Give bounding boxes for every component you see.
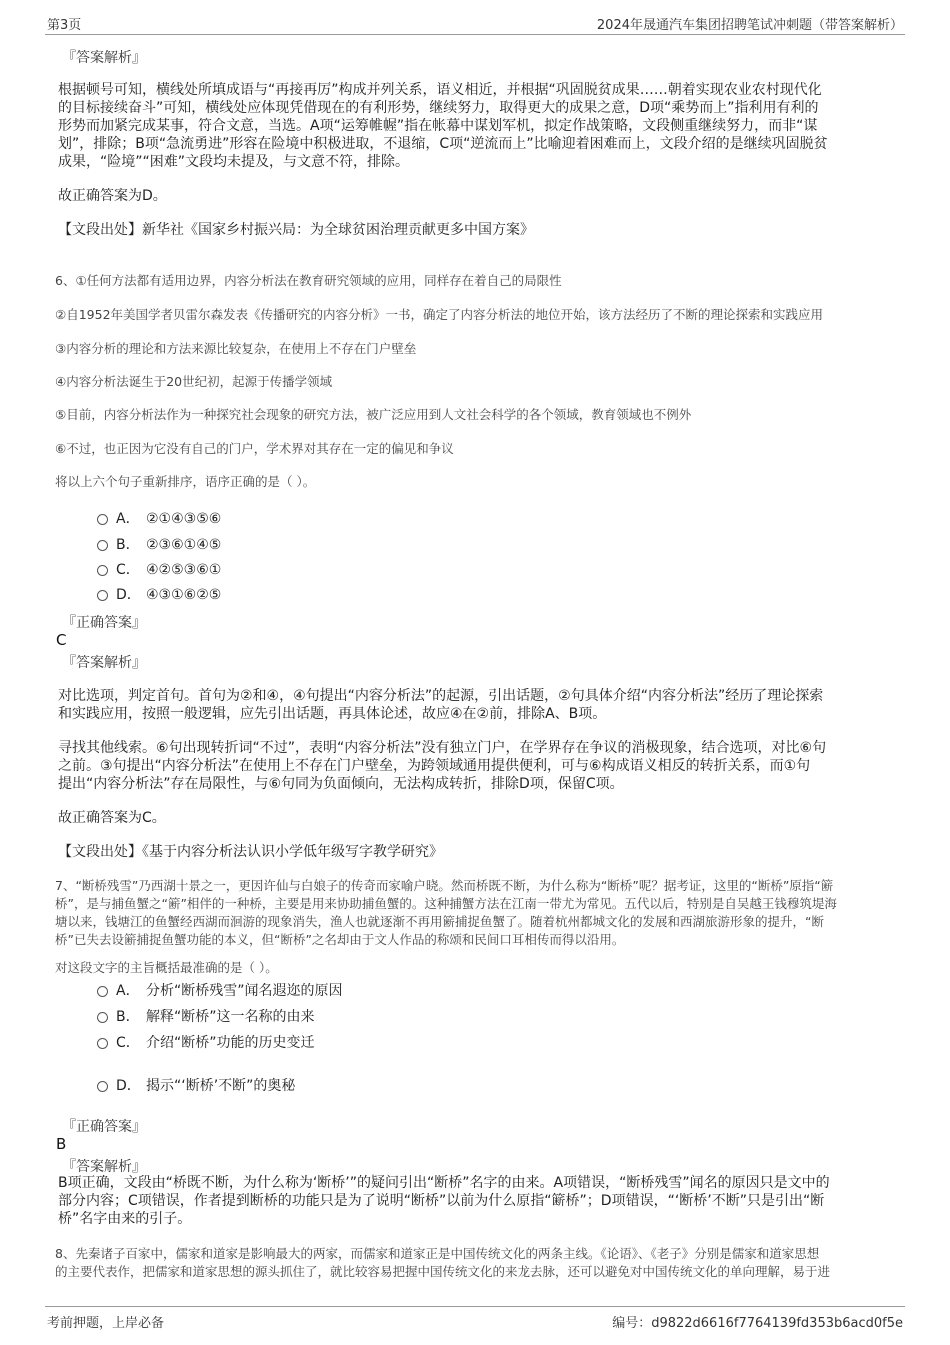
q6-source: 【文段出处】《基于内容分析法认识小学低年级写字教学研究》 — [58, 844, 443, 860]
radio-icon[interactable] — [97, 540, 108, 551]
q6-answer-label: 『正确答案』 — [62, 615, 146, 631]
radio-icon[interactable] — [97, 1012, 108, 1023]
q6-analysis-part2 — [58, 739, 826, 793]
page-number: 第3页 — [47, 18, 82, 33]
q5-conclusion: 故正确答案为D。 — [58, 188, 167, 204]
q6-option-c[interactable]: C． ④②⑤③⑥① — [97, 559, 221, 579]
analysis-line: 提出“内容分析法”存在局限性，与⑥句同为负面倾向，无法构成转折，排除D项，保留C项。 — [58, 776, 624, 792]
q6-sentence-2: ②自1952年美国学者贝雷尔森发表《传播研究的内容分析》一书，确定了内容分析法的地位开始，该方法经历了不断的理论探索和实践应用 — [55, 307, 824, 322]
q7-analysis — [58, 1174, 830, 1228]
q7-analysis-label: 『答案解析』 — [62, 1159, 146, 1175]
passage-line: 的主要代表作，把儒家和道家思想的源头抓住了，就比较容易把握中国传统文化的来龙去脉，还可以避免对中国传统文化的单向理解，易于进 — [55, 1264, 831, 1279]
radio-icon[interactable] — [97, 1081, 108, 1092]
q6-question: 将以上六个句子重新排序，语序正确的是（ ）。 — [55, 474, 316, 489]
page-footer — [45, 1306, 905, 1329]
passage-line: 桥”已失去设簖捕捉鱼蟹功能的本义，但“断桥”之名却由于文人作品的称颂和民间口耳相传而得以沿用。 — [55, 932, 625, 947]
q7-answer-label: 『正确答案』 — [62, 1119, 146, 1135]
q6-sentence-3: ③内容分析的理论和方法来源比较复杂，在使用上不存在门户壁垒 — [55, 341, 417, 356]
radio-icon[interactable] — [97, 1038, 108, 1049]
q6-analysis-part1 — [58, 687, 823, 723]
q6-option-d[interactable]: D． ④③①⑥②⑤ — [97, 584, 221, 604]
q5-source: 【文段出处】新华社《国家乡村振兴局：为全球贫困治理贡献更多中国方案》 — [58, 222, 534, 238]
q7-option-b[interactable]: B． 解释“断桥”这一名称的由来 — [97, 1006, 315, 1026]
passage-line: 桥”，是与捕鱼蟹之“簖”相伴的一种桥，主要是用来协助捕鱼蟹的。这种捕蟹方法在江南一带尤为常见。五代以后，特别是自吴越王钱穆筑堤海 — [55, 896, 837, 911]
q6-conclusion: 故正确答案为C。 — [58, 810, 166, 826]
analysis-line: 和实践应用，按照一般逻辑，应先引出话题，再具体论述，故应④在②前，排除A、B项。 — [58, 706, 607, 722]
analysis-line: 对比选项，判定首句。首句为②和④，④句提出“内容分析法”的起源，引出话题，②句具体介绍“内容分析法”经历了理论探索 — [58, 688, 824, 704]
q7-passage — [55, 877, 837, 949]
q7-question: 对这段文字的主旨概括最准确的是（ ）。 — [55, 960, 278, 975]
footer-slogan: 考前押题，上岸必备 — [47, 1316, 165, 1331]
radio-icon[interactable] — [97, 565, 108, 576]
q7-answer: B — [56, 1135, 67, 1153]
q7-option-a[interactable]: A． 分析“断桥残雪”闻名遐迩的原因 — [97, 980, 343, 1000]
analysis-line: 之前。③句提出“内容分析法”在使用上不存在门户壁垒，为跨领域通用提供便利，可与⑥构成语义相反的转折关系，而①句 — [58, 758, 811, 774]
radio-icon[interactable] — [97, 514, 108, 525]
passage-line: 7、“断桥残雪”乃西湖十景之一，更因许仙与白娘子的传奇而家喻户晓。然而桥既不断，为什么称为“断桥”呢？据考证，这里的“断桥”原指“簖 — [55, 878, 834, 893]
q7-option-c[interactable]: C． 介绍“断桥”功能的历史变迁 — [97, 1032, 315, 1052]
analysis-line: 形势而加紧完成某事，符合文意，当选。A项“运筹帷幄”指在帐幕中谋划军机，拟定作战策略，文段侧重继续努力，而非“谋 — [58, 118, 818, 134]
q6-sentence-1: 6、①任何方法都有适用边界，内容分析法在教育研究领域的应用，同样存在着自己的局限性 — [55, 273, 562, 288]
q5-analysis — [58, 81, 828, 171]
q6-option-b[interactable]: B． ②③⑥①④⑤ — [97, 534, 221, 554]
analysis-line: B项正确，文段由“桥既不断，为什么称为‘断桥’”的疑问引出“断桥”名字的由来。A项错误，“断桥残雪”闻名的原因只是文中的 — [58, 1175, 830, 1191]
q6-analysis-label: 『答案解析』 — [62, 655, 146, 671]
q5-analysis-label: 『答案解析』 — [62, 50, 146, 66]
analysis-line: 划”，排除；B项“急流勇进”形容在险境中积极进取，不退缩，C项“逆流而上”比喻迎着困难而上，文段介绍的是继续巩固脱贫 — [58, 136, 828, 152]
passage-line: 塘以来，钱塘江的鱼蟹经西湖而洄游的现象消失，渔人也就逐渐不再用簖捕捉鱼蟹了。随着杭州都城文化的发展和西湖旅游形象的提升，“断 — [55, 914, 824, 929]
analysis-line: 桥”名字由来的引子。 — [58, 1211, 192, 1227]
radio-icon[interactable] — [97, 590, 108, 601]
q6-option-a[interactable]: A． ②①④③⑤⑥ — [97, 508, 221, 528]
analysis-line: 根据顿号可知，横线处所填成语与“再接再厉”构成并列关系，语义相近，并根据“巩固脱贫成果……朝着实现农业农村现代化 — [58, 82, 822, 98]
analysis-line: 的目标接续奋斗”可知，横线处应体现凭借现在的有利形势，继续努力，取得更大的成果之意，D项“乘势而上”指利用有利的 — [58, 100, 819, 116]
passage-line: 8、先秦诸子百家中，儒家和道家是影响最大的两家，而儒家和道家正是中国传统文化的两条主线。《论语》、《老子》分别是儒家和道家思想 — [55, 1246, 820, 1261]
q7-option-d[interactable]: D． 揭示“‘断桥’不断”的奥秘 — [97, 1075, 295, 1095]
q6-sentence-4: ④内容分析法诞生于20世纪初，起源于传播学领域 — [55, 374, 333, 389]
q6-sentence-5: ⑤目前，内容分析法作为一种探究社会现象的研究方法，被广泛应用到人文社会科学的各个领域，教育领域也不例外 — [55, 407, 692, 422]
document-id: 编号：d9822d6616f7764139fd353b6acd0f5e — [612, 1316, 903, 1331]
document-title: 2024年晟通汽车集团招聘笔试冲刺题（带答案解析） — [596, 18, 903, 33]
page-header — [45, 12, 905, 35]
analysis-line: 部分内容；C项错误，作者提到断桥的功能只是为了说明“断桥”以前为什么原指“簖桥”；D项错误，“‘断桥’不断”只是引出“断 — [58, 1193, 825, 1209]
q6-sentence-6: ⑥不过，也正因为它没有自己的门户，学术界对其存在一定的偏见和争议 — [55, 441, 454, 456]
analysis-line: 成果，“险境”“困难”文段均未提及，与文意不符，排除。 — [58, 154, 410, 170]
q8-passage — [55, 1245, 830, 1281]
analysis-line: 寻找其他线索。⑥句出现转折词“不过”，表明“内容分析法”没有独立门户，在学界存在争议的消极现象，结合选项，对比⑥句 — [58, 740, 827, 756]
radio-icon[interactable] — [97, 986, 108, 997]
q6-answer: C — [56, 631, 67, 649]
